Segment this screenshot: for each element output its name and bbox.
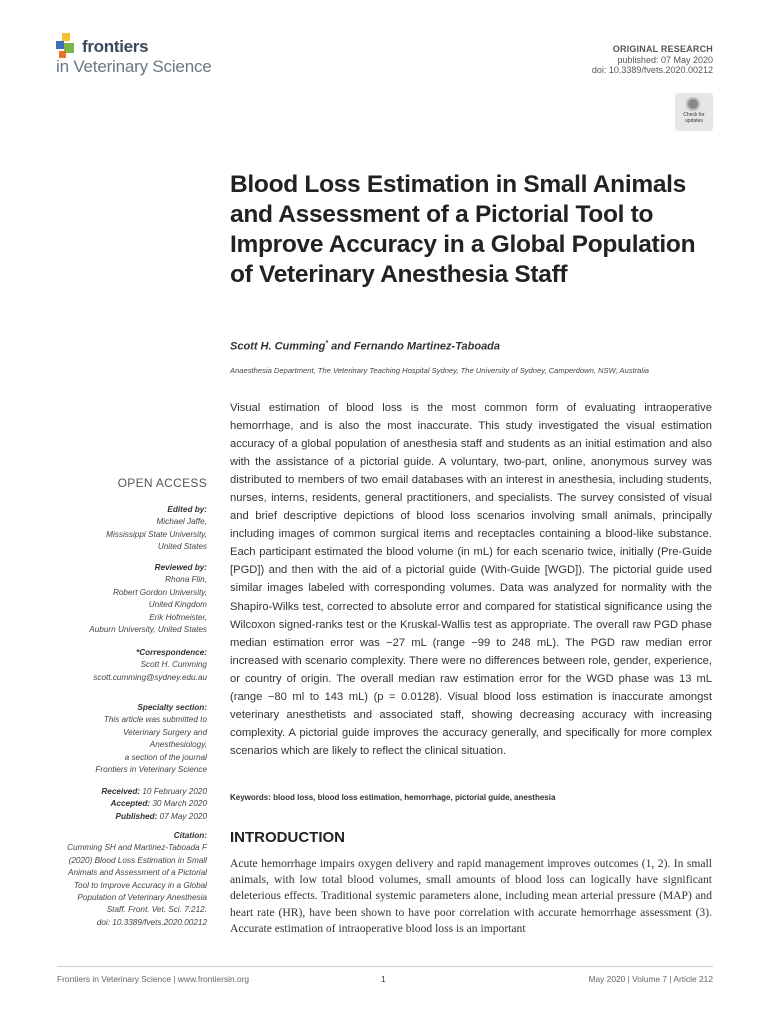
published-sidebar-date: 07 May 2020 — [159, 811, 207, 821]
specialty-line: Veterinary Surgery and — [123, 727, 207, 737]
logo-wordmark: frontiers — [82, 37, 149, 56]
citation-line: (2020) Blood Loss Estimation in Small — [68, 855, 207, 865]
correspondence-label: *Correspondence: — [136, 648, 207, 657]
citation-label: Citation: — [173, 831, 207, 840]
reviewer-line: Erik Hofmeister, — [149, 612, 207, 622]
section-heading: INTRODUCTION — [230, 829, 345, 846]
specialty-line: a section of the journal — [124, 752, 207, 762]
reviewed-by-label: Reviewed by: — [154, 563, 207, 572]
editor-line: United States — [157, 542, 207, 552]
editor-line: Michael Jaffe, — [156, 517, 207, 527]
footer-issue: May 2020 | Volume 7 | Article 212 — [588, 974, 713, 984]
published-date: published: 07 May 2020 — [617, 54, 713, 65]
journal-name: in Veterinary Science — [56, 57, 212, 76]
correspondent-email[interactable]: scott.cumming@sydney.edu.au — [93, 672, 207, 682]
accepted-date: 30 March 2020 — [152, 799, 207, 809]
citation-line: Tool to Improve Accuracy in a Global — [73, 880, 207, 890]
check-for-updates-button[interactable] — [675, 93, 713, 131]
citation-line: Population of Veterinary Anesthesia — [77, 893, 207, 903]
edited-by-label: Edited by: — [167, 505, 207, 514]
affiliation: Anaesthesia Department, The Veterinary Teaching Hospital Sydney, The University of Sydney, Camperdown, NSW, Australia — [230, 366, 649, 375]
citation-doi[interactable]: doi: 10.3389/fvets.2020.00212 — [96, 917, 207, 927]
citation-block — [67, 830, 207, 929]
intro-paragraph: Acute hemorrhage impairs oxygen delivery and rapid management improves outcomes (1, 2). In small animals, with low total blood volumes, small amounts of blood loss can logically have significant deleterious effects. Traditional systemic parameters alone, including mean arterial pressure (MAP) and heart rate (HR), have been shown to have poor correlation with accurate hemorrhage assessment (3). Accurate estimation of intraoperative blood loss is an important — [230, 857, 712, 935]
page-number: 1 — [381, 974, 386, 984]
correspondence-block — [93, 647, 207, 684]
footer-divider — [57, 966, 713, 967]
editor-line: Mississippi State University, — [106, 529, 207, 539]
citation-line: Staff. Front. Vet. Sci. 7:212. — [106, 905, 207, 915]
author-list — [230, 340, 500, 353]
author-2[interactable]: and Fernando Martinez-Taboada — [328, 340, 501, 353]
published-label: Published: — [115, 811, 158, 821]
reviewer-line: Robert Gordon University, — [112, 587, 207, 597]
footer-journal[interactable]: Frontiers in Veterinary Science | www.frontiersin.org — [57, 974, 250, 984]
specialty-label: Specialty section: — [137, 703, 207, 712]
correspondent-name: Scott H. Cumming — [140, 660, 207, 670]
dates-block — [101, 786, 207, 823]
keywords — [230, 793, 555, 802]
specialty-block — [95, 702, 207, 776]
open-access-label: OPEN ACCESS — [117, 476, 207, 490]
received-label: Received: — [101, 787, 141, 796]
specialty-line: Frontiers in Veterinary Science — [95, 765, 207, 775]
article-title: Blood Loss Estimation in Small Animals and Assessment of a Pictorial Tool to Improve Accuracy in a Global Population of Veterinary Anesthesia Staff — [230, 171, 696, 288]
edited-by-block — [106, 504, 207, 554]
badge-label: Check for updates — [683, 112, 705, 124]
article-meta — [592, 44, 713, 76]
reviewer-line: Auburn University, United States — [89, 625, 207, 635]
citation-line: Cumming SH and Martinez-Taboada F — [67, 843, 207, 853]
citation-line: Animals and Assessment of a Pictorial — [68, 868, 207, 878]
abstract: Visual estimation of blood loss is the most common form of evaluating intraoperative hemorrhage, and is also the most inaccurate. This study investigated the visual estimation accuracy of a global population of anesthesia staff and students as an initial estimation and also with the assistance of a pictorial guide. A voluntary, two-part, online, anonymous survey was distributed to members of two email databases with an interest in anesthesia, including students, nurses, interns, residents, general practitioners, and specialists. The survey consisted of visual and brief descriptive depictions of blood loss scenarios involving small animals, principally including images of common surgical items and receptacles containing a blood-like substance. Each participant estimated the blood volume (in mL) for each scenario twice, initially (Pre-Guide [PGD]) and then with the aid of a pictorial guide (With-Guide [WGD]). The pictorial guide used similar images labeled with corresponding volumes. Data was analyzed for normality with the Shapiro-Wilks test, corrected to absolute error and compared for statistical significance using the Wilcoxon signed-ranks test or the Kruskal-Wallis test as appropriate. The overall raw PGD phase median estimation error was −27 mL (range −99 to 248 mL). The PGD raw median error increased with scenario complexity. There were no differences between role, gender, experience, or country of origin. The overall median raw estimation error for the WGD phase was 13 mL (range −80 ml to 143 mL) (p = 0.0128). Visual blood loss estimation is inaccurate amongst veterinary anesthetists and associated staff, showing decreasing accuracy with increasing complexity. A pictorial guide improves the accuracy generally, and specifically for more complex scenarios which are likely to reflect the clinical situation. — [230, 402, 712, 757]
keywords-list: blood loss, blood loss estimation, hemorrhage, pictorial guide, anesthesia — [273, 793, 556, 802]
received-date: 10 February 2020 — [142, 787, 207, 796]
reviewer-line: Rhona Flin, — [165, 575, 207, 585]
keywords-label: Keywords: — [230, 793, 271, 802]
accepted-label: Accepted: — [110, 799, 151, 809]
journal-logo[interactable] — [56, 33, 276, 83]
author-1[interactable]: Scott H. Cumming — [230, 340, 326, 353]
specialty-line: This article was submitted to — [103, 715, 207, 725]
corresponding-mark: * — [325, 340, 329, 347]
update-check-icon — [686, 97, 700, 111]
article-doi[interactable]: doi: 10.3389/fvets.2020.00212 — [591, 65, 713, 75]
article-type: ORIGINAL RESEARCH — [612, 44, 713, 54]
reviewer-line: United Kingdom — [148, 600, 207, 610]
specialty-line: Anesthesiology, — [149, 740, 207, 750]
reviewed-by-block — [89, 562, 207, 636]
